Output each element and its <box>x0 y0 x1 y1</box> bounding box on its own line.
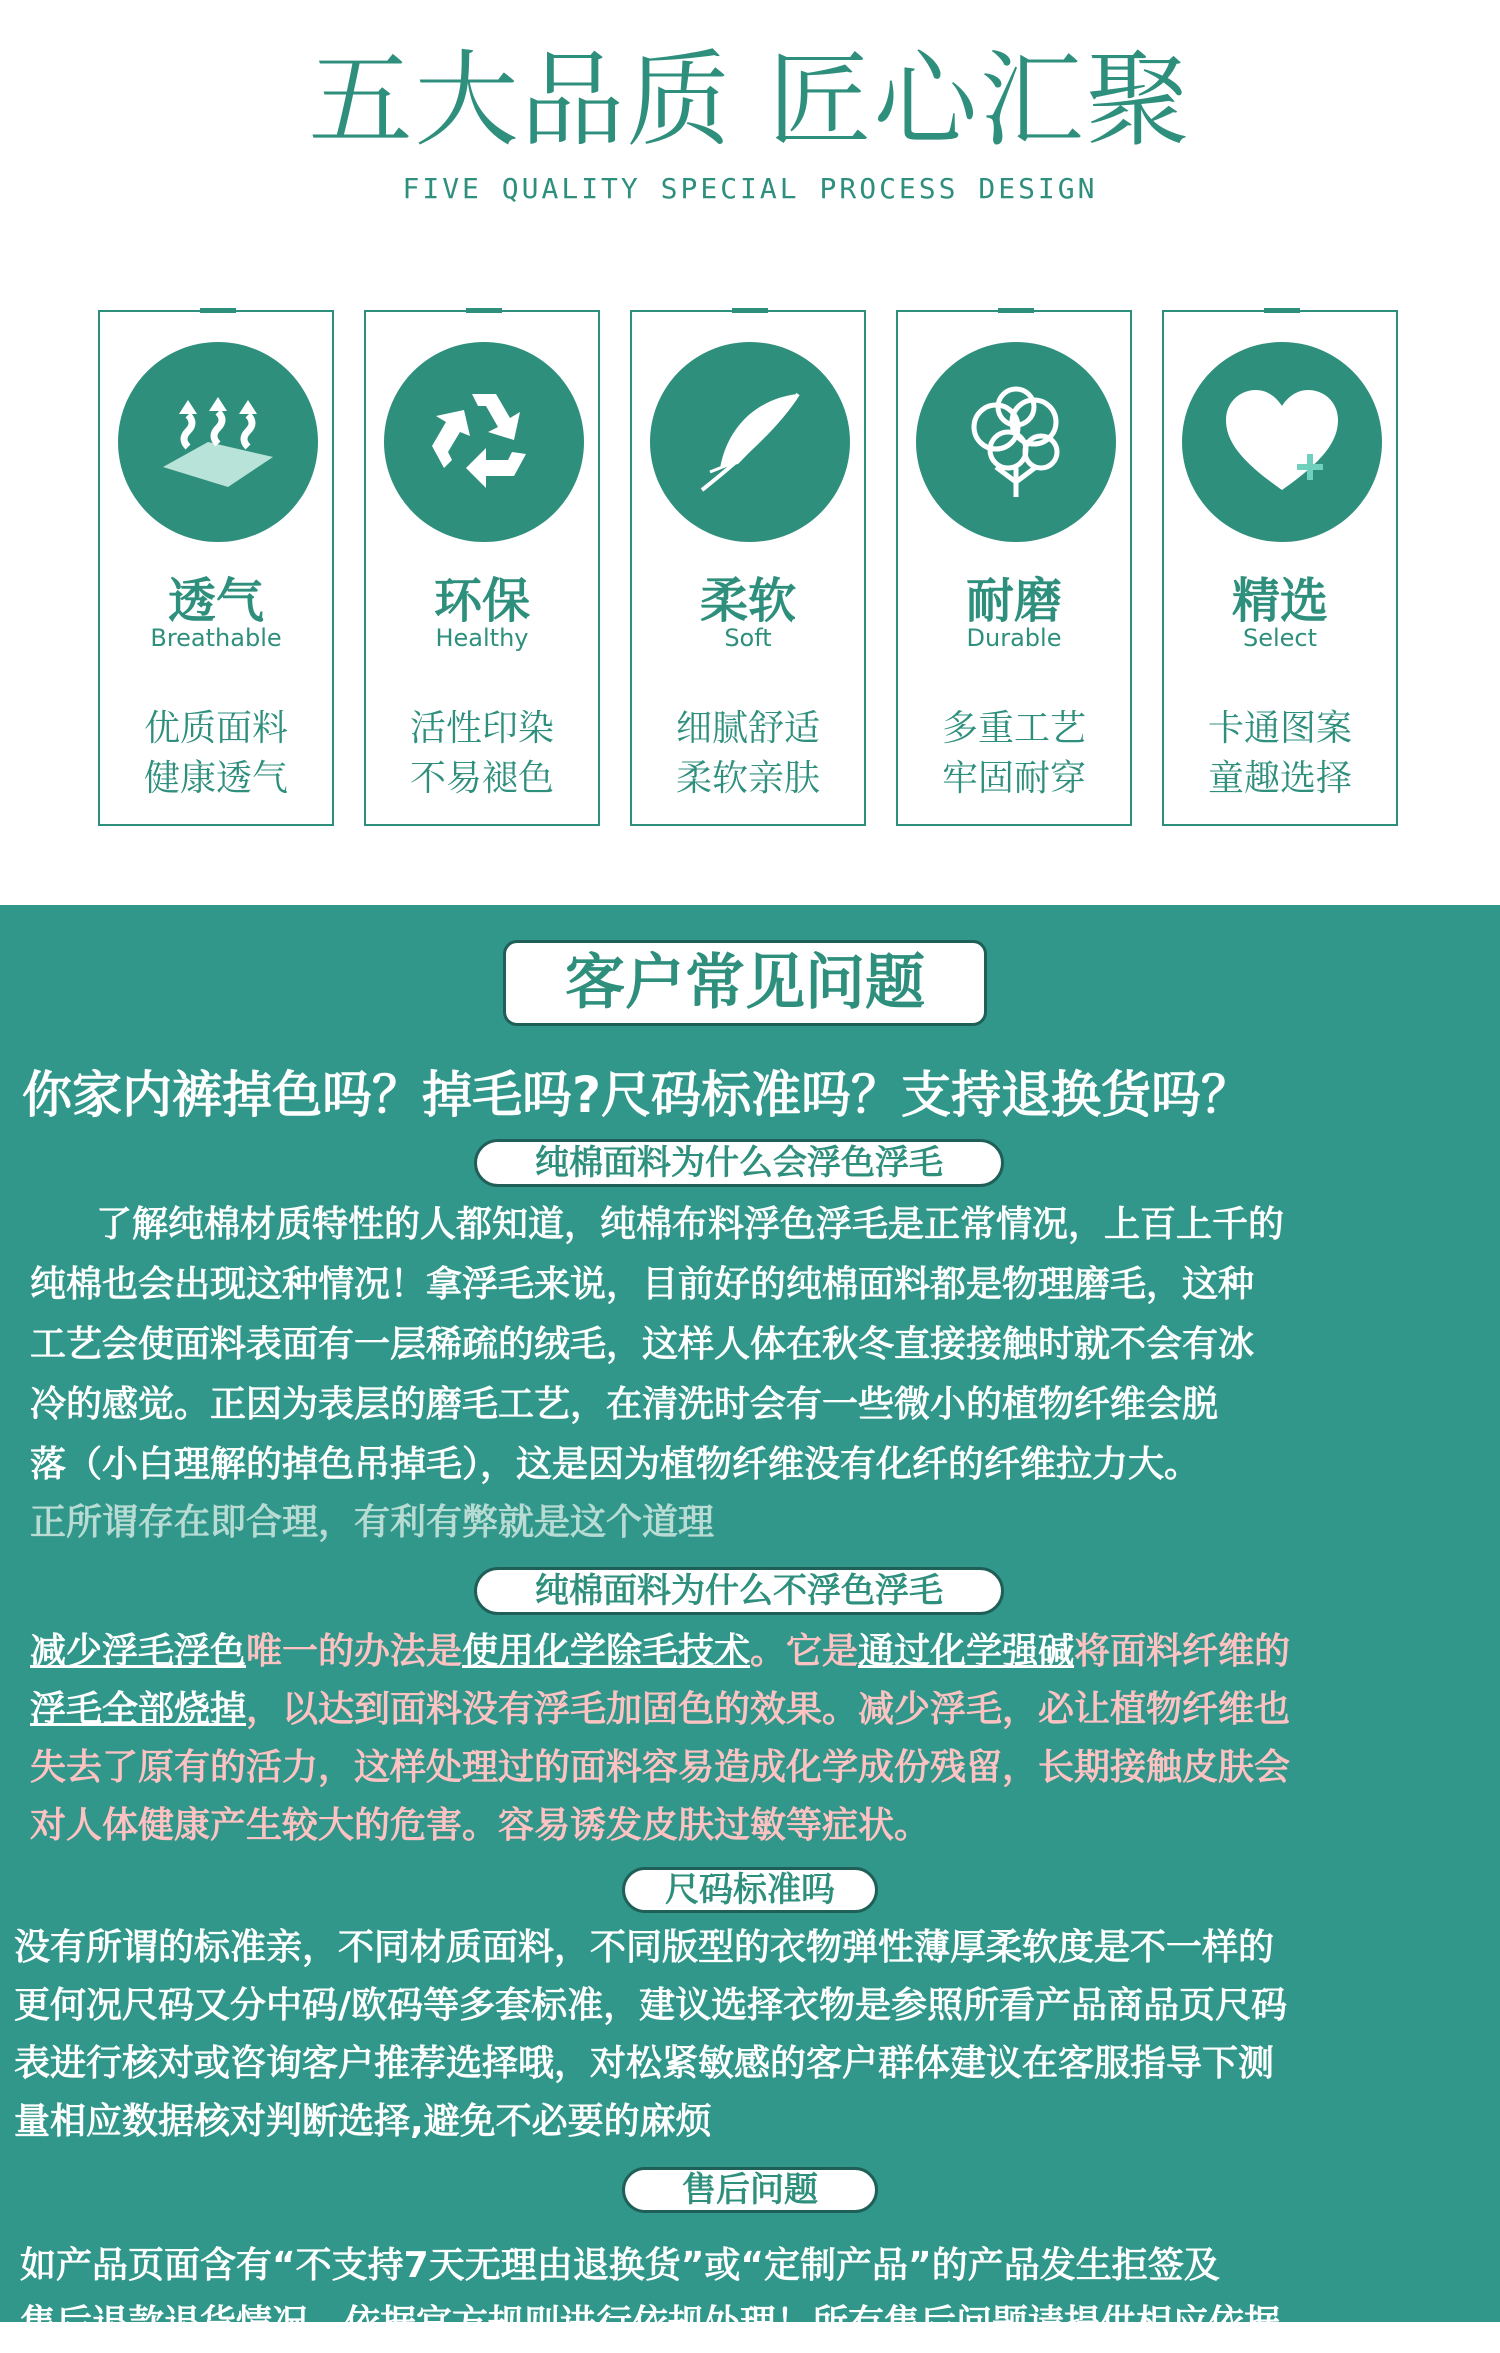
card-tick <box>732 308 768 313</box>
feature-desc-line: 柔软亲肤 <box>675 758 820 799</box>
faq-section <box>0 905 1500 2344</box>
feature-name: 环保 <box>433 573 530 629</box>
feature-desc-line: 活性印染 <box>409 708 554 749</box>
section-text-after-sales <box>20 2237 1500 2353</box>
text-line <box>30 1623 1490 1681</box>
section-text-fuzz-cause <box>30 1195 1490 1551</box>
card-tick <box>998 308 1034 313</box>
feature-en: Breathable <box>150 624 282 652</box>
feature-en: Durable <box>966 624 1062 652</box>
text-line: 更何况尺码又分中码/欧码等多套标准，建议选择衣物是参照所看产品商品页尺码 <box>14 1985 1288 2026</box>
feature-desc-line: 健康透气 <box>143 758 288 799</box>
heart-icon <box>1182 342 1382 542</box>
feature-name: 透气 <box>167 573 264 629</box>
feature-en: Healthy <box>435 624 529 652</box>
cotton-icon <box>916 342 1116 542</box>
feature-en: Soft <box>724 624 772 652</box>
text-line: 纯棉也会出现这种情况！拿浮毛来说，目前好的纯棉面料都是物理磨毛，这种 <box>30 1264 1255 1305</box>
hero-title: 五大品质 匠心汇聚 <box>308 39 1192 161</box>
feature-desc-line: 牢固耐穿 <box>941 758 1086 799</box>
text-line: 工艺会使面料表面有一层稀疏的绒毛，这样人体在秋冬直接接触时就不会有冰 <box>30 1324 1255 1365</box>
feature-en: Select <box>1242 624 1318 652</box>
text-line <box>30 1681 1490 1739</box>
feature-desc-line: 细腻舒适 <box>675 708 820 749</box>
section-label-fuzz-cause: 纯棉面料为什么会浮色浮毛 <box>474 1139 1004 1187</box>
feature-name: 柔软 <box>699 573 796 629</box>
feature-card-durable <box>896 310 1132 826</box>
text-line: 量相应数据核对判断选择,避免不必要的麻烦 <box>14 2101 712 2142</box>
faq-title: 客户常见问题 <box>503 940 987 1026</box>
card-tick <box>466 308 502 313</box>
card-tick <box>1264 308 1300 313</box>
text-line: 如产品页面含有“不支持7天无理由退换货”或“定制产品”的产品发生拒签及 <box>20 2245 1220 2286</box>
text-highlight: 浮毛全部烧掉 <box>30 1689 247 1730</box>
feature-desc <box>1164 704 1396 804</box>
feature-desc-line: 卡通图案 <box>1207 708 1352 749</box>
feature-card-breathable <box>98 310 334 826</box>
feature-name: 精选 <box>1231 573 1328 629</box>
section-label-after-sales: 售后问题 <box>622 2167 878 2213</box>
card-tick <box>200 308 236 313</box>
text-line: 失去了原有的活力，这样处理过的面料容易造成化学成份残留，长期接触皮肤会 <box>30 1747 1291 1788</box>
feature-card-soft <box>630 310 866 826</box>
recycle-icon <box>384 342 584 542</box>
text-note: 正所谓存在即合理，有利有弊就是这个道理 <box>30 1502 715 1543</box>
quality-section <box>0 0 1500 905</box>
text-span: 。它是 <box>750 1631 859 1672</box>
feature-name: 耐磨 <box>965 573 1062 629</box>
text-line: 了解纯棉材质特性的人都知道，纯棉布料浮色浮毛是正常情况，上百上千的 <box>96 1204 1285 1245</box>
feature-card-select <box>1162 310 1398 826</box>
text-highlight: 减少浮毛浮色 <box>30 1631 247 1672</box>
text-line: 对人体健康产生较大的危害。容易诱发皮肤过敏等症状。 <box>30 1805 931 1846</box>
feature-desc <box>100 704 332 804</box>
section-text-size <box>14 1919 1494 2151</box>
section-label-no-fuzz: 纯棉面料为什么不浮色浮毛 <box>474 1567 1004 1615</box>
text-line: 冷的感觉。正因为表层的磨毛工艺，在清洗时会有一些微小的植物纤维会脱 <box>30 1384 1219 1425</box>
text-span: 唯一的办法是 <box>246 1631 463 1672</box>
feature-desc <box>898 704 1130 804</box>
section-label-size: 尺码标准吗 <box>622 1867 878 1913</box>
text-span: ，以达到面料没有浮毛加固色的效果。减少浮毛，必让植物纤维也 <box>246 1689 1291 1730</box>
feather-icon <box>650 342 850 542</box>
text-highlight: 使用化学除毛技术 <box>462 1631 751 1672</box>
feature-desc <box>366 704 598 804</box>
text-line: 落（小白理解的掉色吊掉毛），这是因为植物纤维没有化纤的纤维拉力大。 <box>30 1444 1201 1485</box>
faq-question: 你家内裤掉色吗？掉毛吗?尺码标准吗？支持退换货吗？ <box>22 1066 1252 1124</box>
text-line: 售后退款退货情况，依据官方规则进行依规处理！所有售后问题请提供相应依据 <box>20 2303 1281 2344</box>
feature-cards <box>98 310 1400 830</box>
feature-desc-line: 多重工艺 <box>941 708 1086 749</box>
text-line: 表进行核对或咨询客户推荐选择哦，对松紧敏感的客户群体建议在客服指导下测 <box>14 2043 1275 2084</box>
feature-desc-line: 童趣选择 <box>1207 758 1352 799</box>
text-highlight: 通过化学强碱 <box>858 1631 1075 1672</box>
text-span: 将面料纤维的 <box>1074 1631 1291 1672</box>
feature-desc-line: 优质面料 <box>143 708 288 749</box>
hero-subtitle: FIVE QUALITY SPECIAL PROCESS DESIGN <box>402 172 1098 205</box>
feature-desc <box>632 704 864 804</box>
text-line: 没有所谓的标准亲，不同材质面料，不同版型的衣物弹性薄厚柔软度是不一样的 <box>14 1927 1275 1968</box>
feature-card-healthy <box>364 310 600 826</box>
section-text-no-fuzz <box>30 1623 1490 1855</box>
feature-desc-line: 不易褪色 <box>409 758 554 799</box>
breathable-icon <box>118 342 318 542</box>
